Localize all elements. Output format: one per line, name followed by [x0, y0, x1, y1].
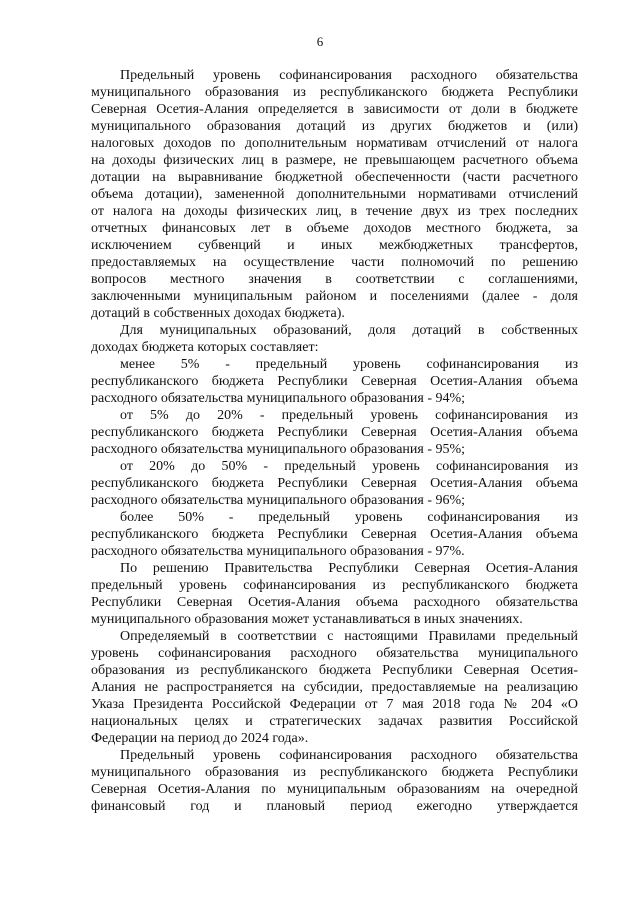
- text-line: республиканского бюджета Республики Северная Осетия-Алания объема: [91, 527, 578, 542]
- text-line: муниципального образования из республиканского бюджета Республики: [91, 85, 578, 100]
- text-line: менее 5% - предельный уровень софинансирования из: [120, 357, 578, 372]
- text-line: Северная Осетия-Алания по муниципальным образованиям на очередной: [91, 782, 578, 797]
- text-line: расходного обязательства муниципального образования - 94%;: [91, 391, 466, 406]
- text-line: вопросов местного значения в соответствии с соглашениями,: [91, 272, 578, 287]
- text-line: более 50% - предельный уровень софинансирования из: [120, 510, 578, 525]
- text-line: Предельный уровень софинансирования расходного обязательства: [120, 68, 578, 83]
- text-line: уровень софинансирования расходного обязательства муниципального: [91, 646, 578, 661]
- text-line: муниципального образования может устанавливаться в иных значениях.: [91, 612, 523, 627]
- text-line: доходах бюджета которых составляет:: [91, 340, 319, 355]
- text-line: расходного обязательства муниципального образования - 95%;: [91, 442, 466, 457]
- text-line: расходного обязательства муниципального образования - 97%.: [91, 544, 465, 559]
- text-line: на доходы физических лиц в размере, не превышающем расчетного объема: [91, 153, 578, 168]
- text-line: Указа Президента Российской Федерации от 7 мая 2018 года № 204 «О: [91, 697, 578, 712]
- text-line: дотации на выравнивание бюджетной обеспеченности (части расчетного: [91, 170, 578, 185]
- text-line: республиканского бюджета Республики Северная Осетия-Алания объема: [91, 374, 578, 389]
- text-line: муниципального образования дотаций из других бюджетов и (или): [91, 119, 578, 134]
- body-text: [91, 67, 578, 815]
- text-line: Для муниципальных образований, доля дотаций в собственных: [120, 323, 578, 338]
- text-line: финансовый год и плановый период ежегодно утверждается: [91, 799, 578, 814]
- text-line: Алания не распространяется на субсидии, предоставляемые на реализацию: [91, 680, 578, 695]
- text-line: образования из республиканского бюджета Республики Северная Осетия-: [91, 663, 578, 678]
- text-line: предоставляемых на осуществление части полномочий по решению: [91, 255, 578, 270]
- text-line: заключенными муниципальным районом и поселениями (далее - доля: [91, 289, 578, 304]
- text-line: отчетных финансовых лет в объеме доходов местного бюджета, за: [91, 221, 578, 236]
- text-line: Определяемый в соответствии с настоящими Правилами предельный: [120, 629, 578, 644]
- text-line: дотаций в собственных доходах бюджета).: [91, 306, 345, 321]
- text-line: расходного обязательства муниципального образования - 96%;: [91, 493, 466, 508]
- text-line: национальных целях и стратегических задачах развития Российской: [91, 714, 578, 729]
- text-line: Предельный уровень софинансирования расходного обязательства: [120, 748, 578, 763]
- text-line: Северная Осетия-Алания определяется в зависимости от доли в бюджете: [91, 102, 578, 117]
- text-line: объема дотации), замененной дополнительными нормативами отчислений: [91, 187, 578, 202]
- text-line: Федерации на период до 2024 года».: [91, 731, 309, 746]
- text-line: муниципального образования из республиканского бюджета Республики: [91, 765, 578, 780]
- text-line: налоговых доходов по дополнительным нормативам отчислений от налога: [91, 136, 578, 151]
- text-line: от 20% до 50% - предельный уровень софинансирования из: [120, 459, 578, 474]
- text-line: республиканского бюджета Республики Северная Осетия-Алания объема: [91, 425, 578, 440]
- text-line: от налога на доходы физических лиц, в течение двух из трех последних: [91, 204, 578, 219]
- text-line: Республики Северная Осетия-Алания объема расходного обязательства: [91, 595, 578, 610]
- text-line: предельный уровень софинансирования из республиканского бюджета: [91, 578, 578, 593]
- text-line: от 5% до 20% - предельный уровень софинансирования из: [120, 408, 578, 423]
- text-line: По решению Правительства Республики Северная Осетия-Алания: [120, 561, 578, 576]
- text-line: республиканского бюджета Республики Северная Осетия-Алания объема: [91, 476, 578, 491]
- text-line: исключением субвенций и иных межбюджетных трансфертов,: [91, 238, 578, 253]
- page-number: 6: [316, 34, 324, 49]
